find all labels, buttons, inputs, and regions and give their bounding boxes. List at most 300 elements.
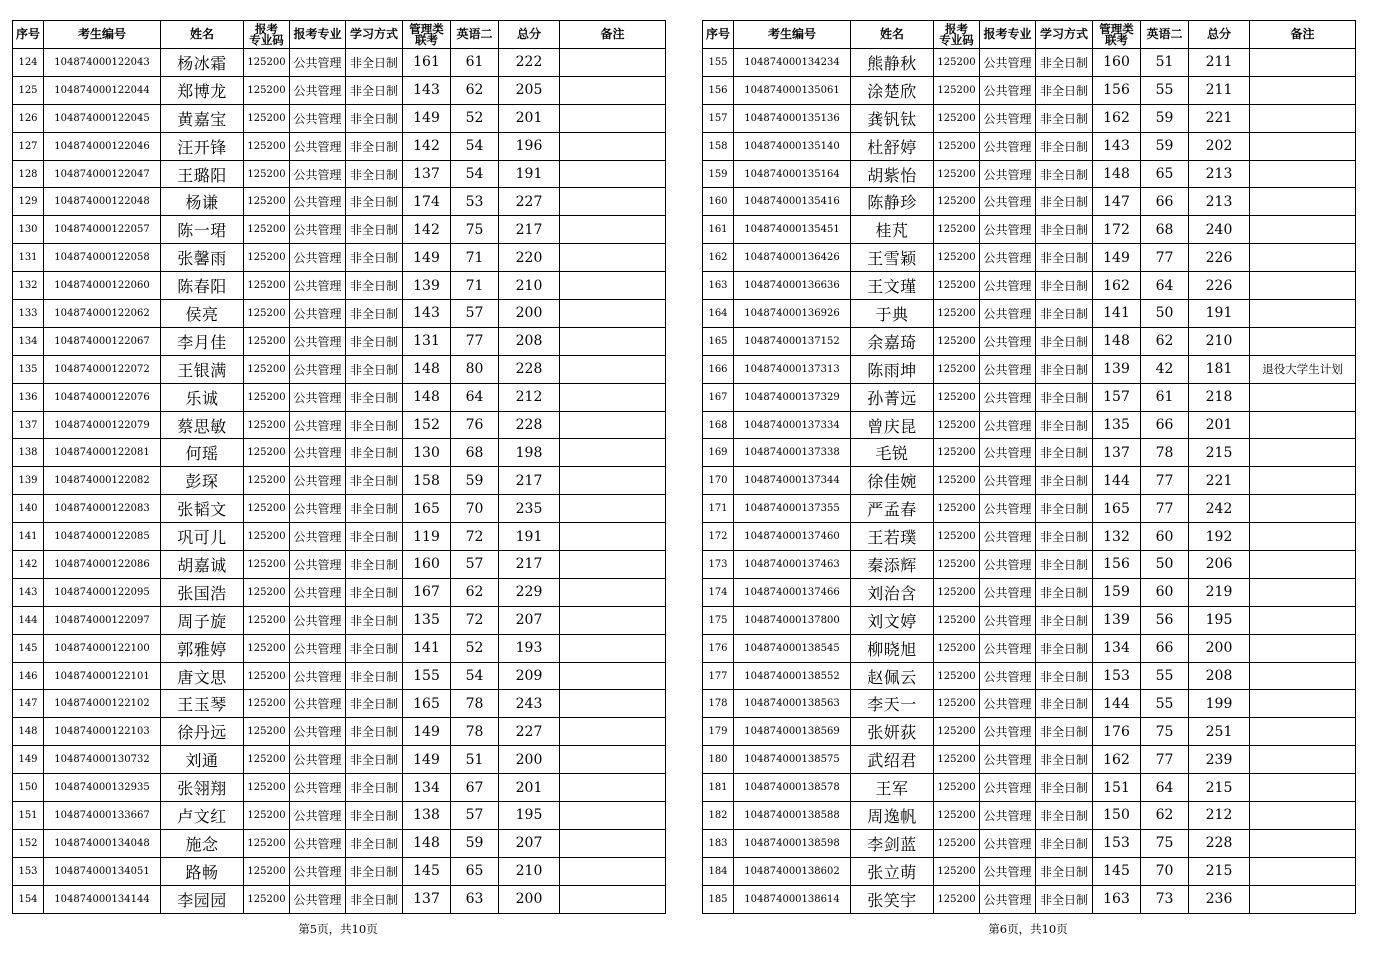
study-mode-cell: 非全日制 [346, 467, 403, 495]
study-mode-cell: 非全日制 [1036, 774, 1093, 802]
total-score-cell: 209 [499, 662, 560, 690]
name-cell: 彭琛 [161, 467, 244, 495]
exam-id-cell: 104874000137344 [734, 467, 851, 495]
mgmt-score-cell: 149 [403, 244, 451, 272]
study-mode-cell: 非全日制 [346, 244, 403, 272]
note-cell [1250, 300, 1356, 328]
english-score-cell: 75 [1141, 718, 1189, 746]
major-code-cell: 125200 [934, 216, 980, 244]
major-cell: 公共管理 [290, 355, 346, 383]
total-score-cell: 208 [1189, 662, 1250, 690]
note-cell [1250, 857, 1356, 885]
mgmt-score-cell: 144 [1093, 467, 1141, 495]
name-cell: 汪开锋 [161, 132, 244, 160]
study-mode-cell: 非全日制 [346, 411, 403, 439]
exam-id-cell: 104874000122082 [44, 467, 161, 495]
mgmt-score-cell: 131 [403, 327, 451, 355]
seq-cell: 126 [13, 104, 44, 132]
major-code-cell: 125200 [244, 690, 290, 718]
table-row [703, 829, 1356, 857]
exam-id-cell: 104874000122048 [44, 188, 161, 216]
name-cell: 施念 [161, 829, 244, 857]
table-body [13, 49, 666, 914]
exam-id-cell: 104874000135136 [734, 104, 851, 132]
seq-cell: 125 [13, 76, 44, 104]
note-cell [560, 439, 666, 467]
note-cell [560, 578, 666, 606]
exam-id-cell: 104874000122081 [44, 439, 161, 467]
major-cell: 公共管理 [290, 551, 346, 579]
seq-cell: 179 [703, 718, 734, 746]
exam-id-cell: 104874000122057 [44, 216, 161, 244]
mgmt-score-cell: 135 [1093, 411, 1141, 439]
total-score-cell: 228 [1189, 829, 1250, 857]
english-score-cell: 52 [451, 104, 499, 132]
total-score-cell: 211 [1189, 76, 1250, 104]
major-code-cell: 125200 [934, 551, 980, 579]
note-cell [1250, 383, 1356, 411]
english-score-cell: 59 [1141, 132, 1189, 160]
table-row [703, 383, 1356, 411]
major-code-cell: 125200 [934, 885, 980, 913]
english-score-cell: 50 [1141, 551, 1189, 579]
major-cell: 公共管理 [290, 774, 346, 802]
name-cell: 王雪颖 [851, 244, 934, 272]
mgmt-score-cell: 160 [1093, 49, 1141, 77]
total-score-cell: 191 [1189, 300, 1250, 328]
name-cell: 胡紫怡 [851, 160, 934, 188]
table-row [13, 829, 666, 857]
mgmt-score-cell: 167 [403, 578, 451, 606]
seq-cell: 182 [703, 802, 734, 830]
major-code-cell: 125200 [244, 411, 290, 439]
mgmt-score-cell: 130 [403, 439, 451, 467]
seq-cell: 177 [703, 662, 734, 690]
major-code-cell: 125200 [244, 774, 290, 802]
exam-id-cell: 104874000122062 [44, 300, 161, 328]
study-mode-cell: 非全日制 [346, 495, 403, 523]
note-cell [560, 383, 666, 411]
mgmt-score-cell: 134 [1093, 634, 1141, 662]
english-score-cell: 78 [451, 690, 499, 718]
total-score-cell: 217 [499, 467, 560, 495]
study-mode-cell: 非全日制 [1036, 802, 1093, 830]
exam-id-cell: 104874000134048 [44, 829, 161, 857]
total-score-cell: 198 [499, 439, 560, 467]
mgmt-score-cell: 176 [1093, 718, 1141, 746]
note-cell [560, 216, 666, 244]
major-cell: 公共管理 [980, 76, 1036, 104]
major-cell: 公共管理 [290, 885, 346, 913]
name-cell: 张馨雨 [161, 244, 244, 272]
major-code-cell: 125200 [934, 829, 980, 857]
total-score-cell: 226 [1189, 272, 1250, 300]
study-mode-cell: 非全日制 [1036, 578, 1093, 606]
total-score-cell: 227 [499, 188, 560, 216]
study-mode-cell: 非全日制 [1036, 272, 1093, 300]
seq-cell: 184 [703, 857, 734, 885]
english-score-cell: 52 [451, 634, 499, 662]
table-row [13, 76, 666, 104]
header-major: 报考专业 [290, 21, 346, 49]
table-row [13, 104, 666, 132]
seq-cell: 161 [703, 216, 734, 244]
seq-cell: 147 [13, 690, 44, 718]
study-mode-cell: 非全日制 [346, 272, 403, 300]
english-score-cell: 55 [1141, 76, 1189, 104]
score-table-page-5 [12, 20, 666, 914]
major-cell: 公共管理 [290, 802, 346, 830]
total-score-cell: 215 [1189, 439, 1250, 467]
mgmt-score-cell: 148 [1093, 327, 1141, 355]
name-cell: 杜舒婷 [851, 132, 934, 160]
note-cell [560, 495, 666, 523]
study-mode-cell: 非全日制 [1036, 690, 1093, 718]
name-cell: 何瑶 [161, 439, 244, 467]
major-code-cell: 125200 [244, 606, 290, 634]
seq-cell: 149 [13, 746, 44, 774]
study-mode-cell: 非全日制 [346, 634, 403, 662]
total-score-cell: 217 [499, 216, 560, 244]
note-cell [560, 188, 666, 216]
header-study-mode: 学习方式 [346, 21, 403, 49]
header-note: 备注 [1250, 21, 1356, 49]
study-mode-cell: 非全日制 [1036, 411, 1093, 439]
english-score-cell: 64 [1141, 272, 1189, 300]
exam-id-cell: 104874000122100 [44, 634, 161, 662]
study-mode-cell: 非全日制 [1036, 495, 1093, 523]
english-score-cell: 68 [451, 439, 499, 467]
total-score-cell: 222 [499, 49, 560, 77]
major-code-cell: 125200 [934, 132, 980, 160]
major-cell: 公共管理 [980, 383, 1036, 411]
table-row [703, 160, 1356, 188]
study-mode-cell: 非全日制 [1036, 188, 1093, 216]
major-cell: 公共管理 [290, 634, 346, 662]
note-cell [1250, 746, 1356, 774]
exam-id-cell: 104874000134234 [734, 49, 851, 77]
name-cell: 孙菁远 [851, 383, 934, 411]
name-cell: 李剑蓝 [851, 829, 934, 857]
total-score-cell: 229 [499, 578, 560, 606]
exam-id-cell: 104874000130732 [44, 746, 161, 774]
major-code-cell: 125200 [934, 467, 980, 495]
major-code-cell: 125200 [244, 467, 290, 495]
name-cell: 龚钒钛 [851, 104, 934, 132]
major-code-cell: 125200 [934, 188, 980, 216]
english-score-cell: 57 [451, 300, 499, 328]
english-score-cell: 78 [451, 718, 499, 746]
seq-cell: 146 [13, 662, 44, 690]
study-mode-cell: 非全日制 [1036, 160, 1093, 188]
english-score-cell: 68 [1141, 216, 1189, 244]
total-score-cell: 192 [1189, 523, 1250, 551]
name-cell: 王玉琴 [161, 690, 244, 718]
mgmt-score-cell: 174 [403, 188, 451, 216]
english-score-cell: 57 [451, 802, 499, 830]
study-mode-cell: 非全日制 [346, 746, 403, 774]
note-cell [560, 690, 666, 718]
table-row [13, 578, 666, 606]
english-score-cell: 63 [451, 885, 499, 913]
seq-cell: 166 [703, 355, 734, 383]
major-cell: 公共管理 [290, 578, 346, 606]
major-code-cell: 125200 [934, 606, 980, 634]
name-cell: 徐丹远 [161, 718, 244, 746]
mgmt-score-cell: 141 [403, 634, 451, 662]
mgmt-score-cell: 142 [403, 132, 451, 160]
mgmt-score-cell: 165 [403, 495, 451, 523]
exam-id-cell: 104874000122060 [44, 272, 161, 300]
study-mode-cell: 非全日制 [1036, 383, 1093, 411]
english-score-cell: 72 [451, 523, 499, 551]
exam-id-cell: 104874000135061 [734, 76, 851, 104]
exam-id-cell: 104874000135451 [734, 216, 851, 244]
major-cell: 公共管理 [290, 467, 346, 495]
english-score-cell: 59 [1141, 104, 1189, 132]
seq-cell: 181 [703, 774, 734, 802]
mgmt-score-cell: 148 [403, 355, 451, 383]
study-mode-cell: 非全日制 [1036, 244, 1093, 272]
seq-cell: 135 [13, 355, 44, 383]
name-cell: 张妍荻 [851, 718, 934, 746]
exam-id-cell: 104874000122044 [44, 76, 161, 104]
exam-id-cell: 104874000122047 [44, 160, 161, 188]
name-cell: 秦添辉 [851, 551, 934, 579]
major-code-cell: 125200 [934, 634, 980, 662]
mgmt-score-cell: 143 [403, 300, 451, 328]
mgmt-score-cell: 135 [403, 606, 451, 634]
major-code-cell: 125200 [244, 578, 290, 606]
name-cell: 陈春阳 [161, 272, 244, 300]
name-cell: 郑博龙 [161, 76, 244, 104]
table-row [703, 662, 1356, 690]
note-cell [560, 272, 666, 300]
major-cell: 公共管理 [980, 746, 1036, 774]
major-code-cell: 125200 [934, 300, 980, 328]
name-cell: 郭雅婷 [161, 634, 244, 662]
note-cell [560, 662, 666, 690]
mgmt-score-cell: 137 [403, 160, 451, 188]
note-cell [1250, 634, 1356, 662]
mgmt-score-cell: 139 [1093, 355, 1141, 383]
english-score-cell: 51 [451, 746, 499, 774]
total-score-cell: 207 [499, 829, 560, 857]
study-mode-cell: 非全日制 [1036, 439, 1093, 467]
note-cell [1250, 76, 1356, 104]
name-cell: 于典 [851, 300, 934, 328]
total-score-cell: 201 [499, 774, 560, 802]
study-mode-cell: 非全日制 [346, 885, 403, 913]
major-code-cell: 125200 [244, 857, 290, 885]
name-cell: 杨冰霜 [161, 49, 244, 77]
mgmt-score-cell: 148 [403, 383, 451, 411]
total-score-cell: 201 [1189, 411, 1250, 439]
table-row [13, 857, 666, 885]
table-row [13, 160, 666, 188]
english-score-cell: 75 [451, 216, 499, 244]
table-row [13, 690, 666, 718]
study-mode-cell: 非全日制 [346, 188, 403, 216]
note-cell [560, 355, 666, 383]
major-cell: 公共管理 [980, 160, 1036, 188]
table-row [703, 718, 1356, 746]
major-code-cell: 125200 [934, 411, 980, 439]
major-code-cell: 125200 [244, 104, 290, 132]
study-mode-cell: 非全日制 [346, 355, 403, 383]
exam-id-cell: 104874000138569 [734, 718, 851, 746]
major-cell: 公共管理 [980, 578, 1036, 606]
major-code-cell: 125200 [934, 439, 980, 467]
name-cell: 涂楚欣 [851, 76, 934, 104]
header-major-code: 报考 专业码 [934, 21, 980, 49]
english-score-cell: 66 [1141, 634, 1189, 662]
study-mode-cell: 非全日制 [1036, 76, 1093, 104]
seq-cell: 137 [13, 411, 44, 439]
seq-cell: 139 [13, 467, 44, 495]
mgmt-score-cell: 157 [1093, 383, 1141, 411]
major-cell: 公共管理 [290, 160, 346, 188]
major-code-cell: 125200 [244, 439, 290, 467]
english-score-cell: 61 [451, 49, 499, 77]
exam-id-cell: 104874000138545 [734, 634, 851, 662]
header-english: 英语二 [1141, 21, 1189, 49]
seq-cell: 162 [703, 244, 734, 272]
mgmt-score-cell: 144 [1093, 690, 1141, 718]
table-row [703, 355, 1356, 383]
seq-cell: 153 [13, 857, 44, 885]
exam-id-cell: 104874000136636 [734, 272, 851, 300]
major-cell: 公共管理 [290, 523, 346, 551]
major-cell: 公共管理 [980, 829, 1036, 857]
note-cell [1250, 104, 1356, 132]
major-cell: 公共管理 [290, 132, 346, 160]
english-score-cell: 64 [451, 383, 499, 411]
header-major-code: 报考 专业码 [244, 21, 290, 49]
english-score-cell: 57 [451, 551, 499, 579]
mgmt-score-cell: 161 [403, 49, 451, 77]
seq-cell: 155 [703, 49, 734, 77]
table-body [703, 49, 1356, 914]
name-cell: 徐佳婉 [851, 467, 934, 495]
major-cell: 公共管理 [980, 774, 1036, 802]
major-code-cell: 125200 [934, 774, 980, 802]
note-cell [1250, 578, 1356, 606]
major-code-cell: 125200 [244, 634, 290, 662]
name-cell: 杨谦 [161, 188, 244, 216]
table-row [703, 523, 1356, 551]
total-score-cell: 206 [1189, 551, 1250, 579]
total-score-cell: 212 [499, 383, 560, 411]
total-score-cell: 191 [499, 523, 560, 551]
table-row [13, 523, 666, 551]
total-score-cell: 226 [1189, 244, 1250, 272]
name-cell: 张韬文 [161, 495, 244, 523]
english-score-cell: 62 [451, 578, 499, 606]
note-cell [1250, 467, 1356, 495]
study-mode-cell: 非全日制 [1036, 104, 1093, 132]
major-cell: 公共管理 [980, 606, 1036, 634]
seq-cell: 148 [13, 718, 44, 746]
table-row [703, 690, 1356, 718]
seq-cell: 180 [703, 746, 734, 774]
exam-id-cell: 104874000137800 [734, 606, 851, 634]
seq-cell: 173 [703, 551, 734, 579]
major-cell: 公共管理 [290, 300, 346, 328]
mgmt-score-cell: 156 [1093, 551, 1141, 579]
study-mode-cell: 非全日制 [346, 551, 403, 579]
exam-id-cell: 104874000135140 [734, 132, 851, 160]
seq-cell: 129 [13, 188, 44, 216]
english-score-cell: 55 [1141, 690, 1189, 718]
study-mode-cell: 非全日制 [1036, 132, 1093, 160]
note-cell [560, 327, 666, 355]
total-score-cell: 196 [499, 132, 560, 160]
header-row [703, 21, 1356, 49]
header-mgmt: 管理类 联考 [1093, 21, 1141, 49]
note-cell [560, 606, 666, 634]
table-row [13, 327, 666, 355]
study-mode-cell: 非全日制 [346, 132, 403, 160]
table-row [13, 606, 666, 634]
note-cell [1250, 495, 1356, 523]
total-score-cell: 242 [1189, 495, 1250, 523]
major-code-cell: 125200 [244, 300, 290, 328]
mgmt-score-cell: 149 [403, 104, 451, 132]
name-cell: 王军 [851, 774, 934, 802]
total-score-cell: 211 [1189, 49, 1250, 77]
total-score-cell: 200 [499, 746, 560, 774]
study-mode-cell: 非全日制 [1036, 885, 1093, 913]
note-cell [560, 132, 666, 160]
table-row [703, 49, 1356, 77]
exam-id-cell: 104874000132935 [44, 774, 161, 802]
mgmt-score-cell: 150 [1093, 802, 1141, 830]
table-row [703, 76, 1356, 104]
english-score-cell: 64 [1141, 774, 1189, 802]
mgmt-score-cell: 163 [1093, 885, 1141, 913]
mgmt-score-cell: 159 [1093, 578, 1141, 606]
total-score-cell: 218 [1189, 383, 1250, 411]
total-score-cell: 195 [499, 802, 560, 830]
total-score-cell: 205 [499, 76, 560, 104]
major-code-cell: 125200 [934, 746, 980, 774]
english-score-cell: 65 [451, 857, 499, 885]
table-row [703, 104, 1356, 132]
seq-cell: 178 [703, 690, 734, 718]
total-score-cell: 191 [499, 160, 560, 188]
seq-cell: 169 [703, 439, 734, 467]
mgmt-score-cell: 153 [1093, 662, 1141, 690]
major-cell: 公共管理 [290, 690, 346, 718]
header-row [13, 21, 666, 49]
mgmt-score-cell: 162 [1093, 272, 1141, 300]
major-code-cell: 125200 [244, 49, 290, 77]
major-cell: 公共管理 [980, 300, 1036, 328]
major-code-cell: 125200 [244, 718, 290, 746]
table-row [703, 132, 1356, 160]
exam-id-cell: 104874000134051 [44, 857, 161, 885]
total-score-cell: 201 [499, 104, 560, 132]
english-score-cell: 77 [451, 327, 499, 355]
major-cell: 公共管理 [290, 718, 346, 746]
total-score-cell: 228 [499, 355, 560, 383]
exam-id-cell: 104874000138602 [734, 857, 851, 885]
exam-id-cell: 104874000138563 [734, 690, 851, 718]
english-score-cell: 54 [451, 132, 499, 160]
total-score-cell: 212 [1189, 802, 1250, 830]
table-row [13, 272, 666, 300]
